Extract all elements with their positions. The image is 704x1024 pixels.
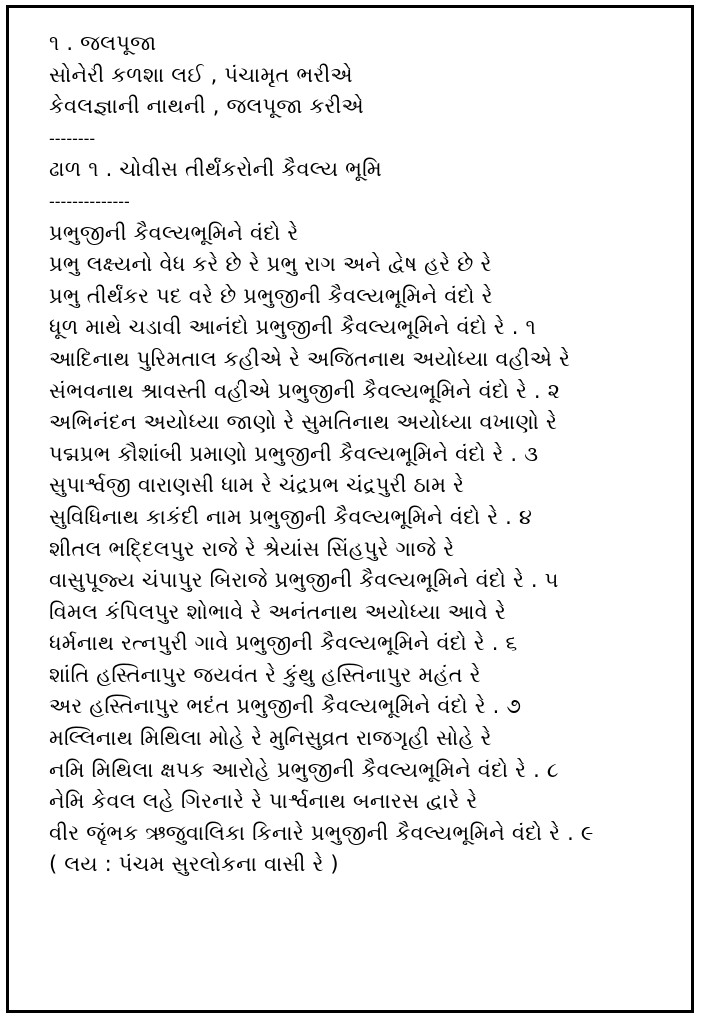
verse-line: અર હસ્તિનાપુર ભદંત પ્રભુજીની કૈવલ્યભૂમિને વંદો રે . ૭ bbox=[49, 694, 522, 719]
page-title: ૧ . જલપૂજા bbox=[49, 31, 157, 55]
document-frame bbox=[6, 5, 694, 1013]
verse-line: નેમિ કેવલ લહે ગિરનારે રે પાર્શ્વનાથ બનારસ દ્વારે રે bbox=[49, 789, 478, 814]
verse-line: પ્રભુ લક્ષ્યનો વેધ કરે છે રે પ્રભુ રાગ અને દ્વેષ હરે છે રે bbox=[49, 252, 492, 277]
verse-line: આદિનાથ પુરિમતાલ કહીએ રે અજિતનાથ અયોધ્યા વહીએ રે bbox=[49, 346, 571, 371]
intro-line: કેવલજ્ઞાની નાથની , જલપૂજા કરીએ bbox=[49, 94, 364, 119]
verse-line: સંભવનાથ શ્રાવસ્તી વહીએ પ્રભુજીની કૈવલ્યભૂમિને વંદો રે . ૨ bbox=[49, 378, 561, 403]
separator: -------- bbox=[49, 128, 96, 148]
verse-line: વિમલ કંપિલપુર શોભાવે રે અનંતનાથ અયોધ્યા આવે રે bbox=[49, 599, 506, 624]
verse-line: ધર્મનાથ રત્નપુરી ગાવે પ્રભુજીની કૈવલ્યભૂમિને વંદો રે . ૬ bbox=[49, 631, 518, 656]
verse-line: નમિ મિથિલા ક્ષપક આરોહે પ્રભુજીની કૈવલ્યભૂમિને વંદો રે . ૮ bbox=[49, 757, 559, 782]
verse-line: અભિનંદન અયોધ્યા જાણો રે સુમતિનાથ અયોધ્યા વખાણો રે bbox=[49, 410, 558, 435]
verse-line: સુપાર્શ્વજી વારાણસી ધામ રે ચંદ્રપ્રભ ચંદ્રપુરી ઠામ રે bbox=[49, 473, 465, 498]
verse-line: સુવિધિનાથ કાકંદી નામ પ્રભુજીની કૈવલ્યભૂમિને વંદો રે . ૪ bbox=[49, 504, 533, 529]
intro-line: સોનેરી કળશા લઈ , પંચામૃત ભરીએ bbox=[49, 62, 353, 87]
document-text bbox=[49, 28, 673, 881]
verse-line: વાસુપૂજ્ય ચંપાપુર બિરાજે પ્રભુજીની કૈવલ્યભૂમિને વંદો રે . ૫ bbox=[49, 568, 559, 593]
verse-line: પદ્મપ્રભ કૌશાંબી પ્રમાણો પ્રભુજીની કૈવલ્યભૂમિને વંદો રે . ૩ bbox=[49, 441, 539, 466]
verse-line: પ્રભુ તીર્થંકર પદ વરે છે પ્રભુજીની કૈવલ્યભૂમિને વંદો રે bbox=[49, 283, 493, 308]
verse-line: ધૂળ માથે ચડાવી આનંદો પ્રભુજીની કૈવલ્યભૂમિને વંદો રે . ૧ bbox=[49, 315, 536, 340]
verse-line: મલ્લિનાથ મિથિલા મોહે રે મુનિસુવ્રત રાજગૃહી સોહે રે bbox=[49, 726, 492, 751]
verse-line: શાંતિ હસ્તિનાપુર જયવંત રે કુંથુ હસ્તિનાપુર મહંત રે bbox=[49, 662, 481, 687]
verse-line: વીર જૃંભક ઋજુવાલિકા કિનારે પ્રભુજીની કૈવલ્યભૂમિને વંદો રે . ૯ bbox=[49, 820, 594, 845]
verse-line: શીતલ ભદ્દિલપુર રાજે રે શ્રેયાંસ સિંહપુરે ગાજે રે bbox=[49, 536, 455, 561]
separator: -------------- bbox=[49, 191, 130, 211]
section-title: ઢાળ ૧ . ચોવીસ તીર્થંકરોની કૈવલ્ય ભૂમિ bbox=[49, 157, 382, 182]
verse-line: પ્રભુજીની કૈવલ્યભૂમિને વંદો રે bbox=[49, 220, 299, 245]
footer-note: ( લય : પંચમ સુરલોકના વાસી રે ) bbox=[49, 852, 339, 877]
